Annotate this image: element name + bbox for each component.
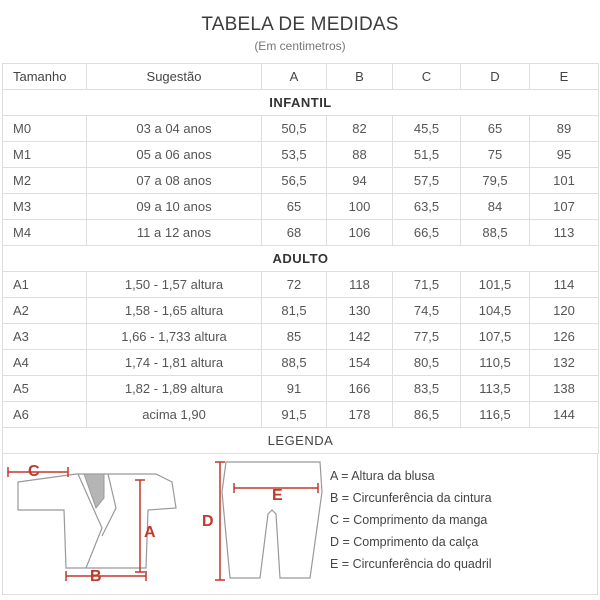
- cell-size: A3: [3, 324, 87, 350]
- cell-a: 56,5: [262, 168, 327, 194]
- cell-d: 65: [461, 116, 530, 142]
- size-table: [2, 63, 599, 454]
- cell-e: 95: [530, 142, 599, 168]
- cell-e: 126: [530, 324, 599, 350]
- legend-item-d: D = Comprimento da calça: [330, 535, 479, 549]
- cell-e: 101: [530, 168, 599, 194]
- jacket-illustration: [6, 458, 176, 590]
- header-sugestao: Sugestão: [87, 64, 262, 90]
- dim-label-b: B: [90, 568, 102, 585]
- section-title: ADULTO: [3, 246, 599, 272]
- header-tamanho: Tamanho: [3, 64, 87, 90]
- cell-d: 113,5: [461, 376, 530, 402]
- cell-d: 79,5: [461, 168, 530, 194]
- cell-size: M3: [3, 194, 87, 220]
- table-body: [3, 90, 599, 454]
- cell-e: 107: [530, 194, 599, 220]
- legend-title: LEGENDA: [3, 428, 599, 454]
- cell-a: 88,5: [262, 350, 327, 376]
- cell-suggestion: 07 a 08 anos: [87, 168, 262, 194]
- cell-c: 57,5: [393, 168, 461, 194]
- cell-b: 154: [327, 350, 393, 376]
- cell-d: 116,5: [461, 402, 530, 428]
- cell-c: 63,5: [393, 194, 461, 220]
- cell-size: M0: [3, 116, 87, 142]
- header-e: E: [530, 64, 599, 90]
- cell-size: A4: [3, 350, 87, 376]
- cell-d: 88,5: [461, 220, 530, 246]
- cell-d: 84: [461, 194, 530, 220]
- cell-e: 113: [530, 220, 599, 246]
- cell-size: M1: [3, 142, 87, 168]
- cell-e: 114: [530, 272, 599, 298]
- legend-item-c: C = Comprimento da manga: [330, 513, 488, 527]
- cell-d: 101,5: [461, 272, 530, 298]
- table-row: [3, 168, 599, 194]
- cell-size: A6: [3, 402, 87, 428]
- table-row: [3, 402, 599, 428]
- table-row: [3, 142, 599, 168]
- cell-e: 132: [530, 350, 599, 376]
- section-row: [3, 90, 599, 116]
- header-a: A: [262, 64, 327, 90]
- cell-size: M2: [3, 168, 87, 194]
- cell-suggestion: 03 a 04 anos: [87, 116, 262, 142]
- header-d: D: [461, 64, 530, 90]
- cell-e: 89: [530, 116, 599, 142]
- cell-a: 50,5: [262, 116, 327, 142]
- legend-title-row: [3, 428, 599, 454]
- dim-label-e: E: [272, 487, 283, 504]
- cell-suggestion: 1,74 - 1,81 altura: [87, 350, 262, 376]
- cell-d: 107,5: [461, 324, 530, 350]
- table-row: [3, 220, 599, 246]
- cell-suggestion: 1,50 - 1,57 altura: [87, 272, 262, 298]
- table-row: [3, 194, 599, 220]
- cell-a: 91: [262, 376, 327, 402]
- cell-b: 94: [327, 168, 393, 194]
- cell-b: 130: [327, 298, 393, 324]
- cell-a: 53,5: [262, 142, 327, 168]
- cell-b: 100: [327, 194, 393, 220]
- cell-d: 110,5: [461, 350, 530, 376]
- cell-suggestion: 1,66 - 1,733 altura: [87, 324, 262, 350]
- legend-item-e: E = Circunferência do quadril: [330, 557, 492, 571]
- section-title: INFANTIL: [3, 90, 599, 116]
- cell-suggestion: 05 a 06 anos: [87, 142, 262, 168]
- cell-b: 178: [327, 402, 393, 428]
- cell-c: 74,5: [393, 298, 461, 324]
- table-row: [3, 376, 599, 402]
- cell-b: 88: [327, 142, 393, 168]
- table-row: [3, 298, 599, 324]
- table-row: [3, 324, 599, 350]
- legend-list: [330, 465, 492, 575]
- cell-b: 82: [327, 116, 393, 142]
- cell-a: 65: [262, 194, 327, 220]
- section-row: [3, 246, 599, 272]
- page-title: TABELA DE MEDIDAS: [201, 14, 399, 35]
- cell-b: 118: [327, 272, 393, 298]
- table-row: [3, 350, 599, 376]
- cell-c: 71,5: [393, 272, 461, 298]
- cell-c: 77,5: [393, 324, 461, 350]
- legend-item-a: A = Altura da blusa: [330, 469, 435, 483]
- cell-suggestion: 1,82 - 1,89 altura: [87, 376, 262, 402]
- header-c: C: [393, 64, 461, 90]
- cell-size: A5: [3, 376, 87, 402]
- cell-a: 72: [262, 272, 327, 298]
- cell-c: 83,5: [393, 376, 461, 402]
- cell-size: A2: [3, 298, 87, 324]
- header-b: B: [327, 64, 393, 90]
- cell-c: 86,5: [393, 402, 461, 428]
- cell-b: 106: [327, 220, 393, 246]
- page-subtitle: (Em centimetros): [254, 39, 346, 53]
- table-row: [3, 272, 599, 298]
- cell-a: 68: [262, 220, 327, 246]
- cell-a: 91,5: [262, 402, 327, 428]
- dim-label-a: A: [144, 524, 156, 541]
- cell-suggestion: 09 a 10 anos: [87, 194, 262, 220]
- cell-c: 51,5: [393, 142, 461, 168]
- cell-suggestion: 11 a 12 anos: [87, 220, 262, 246]
- cell-d: 75: [461, 142, 530, 168]
- table-row: [3, 116, 599, 142]
- cell-size: M4: [3, 220, 87, 246]
- cell-b: 142: [327, 324, 393, 350]
- cell-e: 144: [530, 402, 599, 428]
- cell-a: 81,5: [262, 298, 327, 324]
- legend-item-b: B = Circunferência da cintura: [330, 491, 492, 505]
- cell-c: 80,5: [393, 350, 461, 376]
- cell-size: A1: [3, 272, 87, 298]
- cell-a: 85: [262, 324, 327, 350]
- cell-suggestion: acima 1,90: [87, 402, 262, 428]
- dim-label-d: D: [202, 513, 214, 530]
- pants-illustration: [200, 458, 325, 588]
- cell-e: 120: [530, 298, 599, 324]
- cell-e: 138: [530, 376, 599, 402]
- cell-c: 45,5: [393, 116, 461, 142]
- cell-b: 166: [327, 376, 393, 402]
- dim-label-c: C: [28, 463, 40, 480]
- cell-c: 66,5: [393, 220, 461, 246]
- table-header-row: [3, 64, 599, 90]
- cell-suggestion: 1,58 - 1,65 altura: [87, 298, 262, 324]
- cell-d: 104,5: [461, 298, 530, 324]
